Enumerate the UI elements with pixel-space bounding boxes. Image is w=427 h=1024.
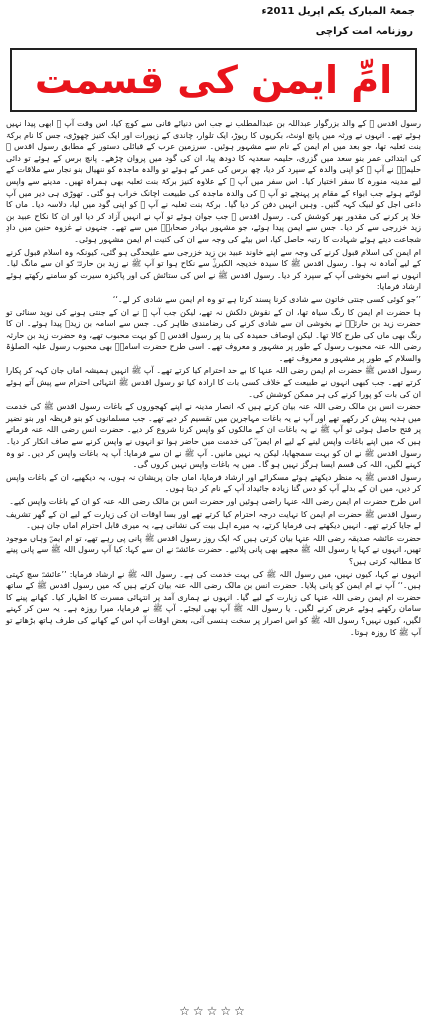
headline-box bbox=[10, 48, 417, 112]
paragraph: رسول اقدس ﷺ یہ منظر دیکھتے ہوئے مسکرائے اور ارشاد فرمایا، اماں جان پریشان نہ ہوں، یہ دیکھیے، ان کے باغات واپس کر دیں، میں ان کے بدلے آپ کو دس گنا زیادہ جائیداد آپ کے نام کر دیتا ہوں۔ bbox=[6, 471, 421, 494]
newspaper-source: روزنامہ امت کراچی bbox=[315, 26, 413, 37]
paragraph: اس طرح حضرت ام ایمن رضی اللہ عنہا راضی ہوئیں اور حضرت انس بن مالک رضی اللہ عنہ کو ان کے باغات واپس کیے۔ bbox=[9, 496, 421, 506]
headline: امِّ ایمن کی قسمت bbox=[34, 58, 393, 102]
paragraph: حضرت انس بن مالک رضی اللہ عنہ بیان کرتے ہیں کہ انصار مدینہ نے اپنے کھجوروں کے باغات رسول اقدس ﷺ کی خدمت میں ہدیہ پیش کر رکھے تھے اور آپ نے یہ باغات مہاجرین میں تقسیم کر دیے تھے۔ جب مسلمانوں کو بنو قریظہ اور بنو نضیر پر فتح حاصل ہوئی تو آپ ﷺ نے یہ باغات ان کے مالکوں کو واپس کرنا شروع کر دیے۔ حضرت انس رضی اللہ عنہ فرماتے ہیں کہ میں اپنے باغات واپس لینے کے لیے ام ایمن ؓ کی خدمت میں حاضر ہوا تو انہوں نے واپس کرنے سے صاف انکار کر دیا۔ رسول اقدس ﷺ نے ان کو بہت سمجھایا، لیکن یہ نہیں مانیں۔ آپ ﷺ نے ان سے فرمایا: آپ یہ باغات واپس کر دیں۔ تو وہ کہنے لگیں، اللہ کی قسم ایسا ہرگز نہیں ہو گا۔ میں یہ باغات واپس نہیں کروں گی۔ bbox=[6, 401, 421, 470]
paragraph: رسول اقدس ﷺ حضرت ام ایمن رضی اللہ عنہا کا بے حد احترام کیا کرتے تھے۔ آپ ﷺ انہیں ہمیشہ اماں جان کہہ کر پکارا کرتے تھے۔ جب کبھی انہوں نے طبیعت کے خلاف کسی بات کا ارادہ کیا تو رسول اقدس ﷺ انتہائی احترام سے پیش آتے ہوئے ان کی بات کو پورا کرنے کی ہر ممکن کوشش کی۔ bbox=[6, 365, 421, 399]
end-stars: ☆☆☆☆☆ bbox=[179, 1004, 248, 1018]
paragraph: حضرت عائشہ صدیقہ رضی اللہ عنہا بیان کرتی ہیں کہ ایک روز رسول اقدس ﷺ پانی پی رہے تھے، تو ام ایمنؓ وہاں موجود تھیں، انہوں نے کہا یا رسول اللہ ﷺ مجھے بھی پانی پلائیے۔ حضرت عائشہؓ نے ان سے کہا: کیا آپ رسول اللہ ﷺ سے پانی پینے کا مطالبہ کرتی ہیں؟ bbox=[6, 532, 421, 566]
article-body bbox=[6, 118, 421, 639]
paragraph: ام ایمن کی اسلام قبول کرنے کی وجہ سے اپنے خاوند عبید بن زید خزرجی سے علیحدگی ہو گئی، کیونکہ وہ اسلام قبول کرنے کے لیے آمادہ نہ ہوا۔ رسول اقدس ﷺ کا سیدہ خدیجہ الکبریٰؓ سے نکاح ہوا تو آپ ﷺ نے زید بن حارثہؓ کو ان سے مانگ لیا۔ انہوں نے اسے بخوشی آپ کے سپرد کر دیا۔ رسول اقدس ﷺ نے اس کی ستائش کی اور پاکیزہ سیرت کو سامنے رکھتے ہوئے ارشاد فرمایا: bbox=[6, 246, 421, 292]
paragraph: ہا حضرت ام ایمن کا رنگ سیاہ تھا، ان کے نقوش دلکش نہ تھے، لیکن جب آپ ﷺ نے ان کے جنتی ہونے کی نوید سنائی تو حضرت زید بن حارثہؓ نے بخوشی ان سے شادی کرنے کی رضامندی ظاہر کی۔ جس سے اسامہ بن زیدؓ پیدا ہوئے۔ ان کا رنگ بھی ماں کی طرح کالا تھا۔ لیکن اوصاف حمیدہ کی بنا پر رسول اقدس ﷺ کو بہت محبوب تھے، وہ حضرت زید بن حارثہ رضی اللہ عنہ محبوب رسول کے طور پر مشہور و معروف تھے۔ اسی طرح حضرت اسامہؓ بھی محبوب رسول علیہ الصلوٰۃ والسلام کے طور پر مشہور و معروف تھے۔ bbox=[6, 306, 421, 363]
paragraph: رسول اقدس ﷺ کے والد بزرگوار عبداللہ بن عبدالمطلب نے جب اس دنیائے فانی سے کوچ کیا، اس وقت آپ ﷺ ابھی پیدا نہیں ہوئے تھے۔ انہوں نے ورثہ میں پانچ اونٹ، بکریوں کا ریوڑ، ایک تلوار، چاندی کے زیورات اور ایک کنیز چھوڑی، جس کا نام برکۃ بنت ثعلبہ تھا، جو بعد میں ام ایمن کے نام سے مشہور ہوئیں۔ سرزمین عرب کے قبائلی دستور کے مطابق رسول اقدس ﷺ کی ابتدائی عمر بنو سعد میں گزری، حلیمہ سعدیہ کا دودھ پیا، ان کی گود میں پروان چڑھے۔ پانچ برس کے ہوئے تو دائی حلیمہؓ نے آپ ﷺ کو اپنی والدہ کے سپرد کر دیا، چھ برس کی عمر کے ہوئے تو والدہ ماجدہ کو ننھیال بنو نجار سے ملاقات کے لیے مدینہ منورہ کا سفر اختیار کیا۔ اس سفر میں آپ ﷺ کے علاوہ کنیز برکۃ بنت ثعلبہ بھی ہمراہ تھیں۔ مدینے سے واپس لوٹتے ہوئے جب ابواء کے مقام پر پہنچے تو آپ ﷺ کی والدہ ماجدہ کی طبیعت اچانک خراب ہو گئی۔ تھوڑی ہی دیر میں آپ داعی اجل کو لبیک کہہ گئیں۔ وہیں انہیں دفن کر دیا گیا۔ برکۃ بنت ثعلبہ نے آپ ﷺ کو اپنی گود میں لیا، دلاسہ دیا۔ ماں کا خلا پر کرنے کی مقدور بھر کوشش کی۔ رسول اقدس ﷺ جب جوان ہوئے تو آپ نے انہیں آزاد کر دیا اور ان کا نکاح عبید بن زید خزرجی سے کر دیا۔ جس سے ایمن پیدا ہوئے، جو مشہور بہادر صحابہؓ میں سے تھے۔ جنہوں نے غزوہ حنین میں دادِ شجاعت دیتے ہوئے شہادت کا رتبہ حاصل کیا، اس بیٹے کی وجہ سے ان کی کنیت ام ایمن مشہور ہوئی۔ bbox=[6, 118, 421, 244]
quote: ’’جو کوئی کسی جنتی خاتون سے شادی کرنا پسند کرتا ہے تو وہ ام ایمن سے شادی کر لے۔‘‘ bbox=[112, 293, 421, 304]
paragraph: انہوں نے کہا، کیوں نہیں، میں رسول اللہ ﷺ کی بہت خدمت کی ہے۔ رسول اللہ ﷺ نے ارشاد فرمایا: ’’عائشہؓ سچ کہتی ہیں۔‘‘ آپ نے ام ایمن کو پانی پلایا۔ حضرت انس بن مالک رضی اللہ عنہ بیان کرتے ہیں کہ میں رسول اقدس ﷺ کے ساتھ حضرت ام ایمن رضی اللہ عنہا کی زیارت کے لیے گیا۔ انہوں نے ہماری آمد پر انتہائی مسرت کا اظہار کیا۔ کھانے پینے کا سامان رکھتے ہوئے عرض کرنے لگیں۔ یا رسول اللہ ﷺ آپ بھی لیجئے۔ آپ ﷺ نے فرمایا، میرا روزہ ہے۔ یہ سن کر کہنے لگیں، کیوں نہیں؟ رسول اللہ ﷺ کو اس اصرار پر سخت ہنسی آئی، بعض اوقات آپ اس کے کھانے کی طرف ہاتھ بڑھاتے تو آپ ﷺ کا روزہ ہوتا۔ bbox=[6, 568, 421, 637]
dateline: جمعۃ المبارک یکم اپریل 2011ء bbox=[261, 6, 415, 17]
paragraph: رسول اقدس ﷺ حضرت ام ایمن کا نہایت درجہ احترام کیا کرتے تھے اور بسا اوقات ان کی زیارت کے لیے ان کے گھر تشریف لے جایا کرتے تھے۔ انہیں دیکھتے ہی فرمایا کرتے، یہ میرے اہل بیت کی نشانی ہے، یہ میری قابل احترام اماں جان ہیں۔ bbox=[6, 508, 421, 531]
